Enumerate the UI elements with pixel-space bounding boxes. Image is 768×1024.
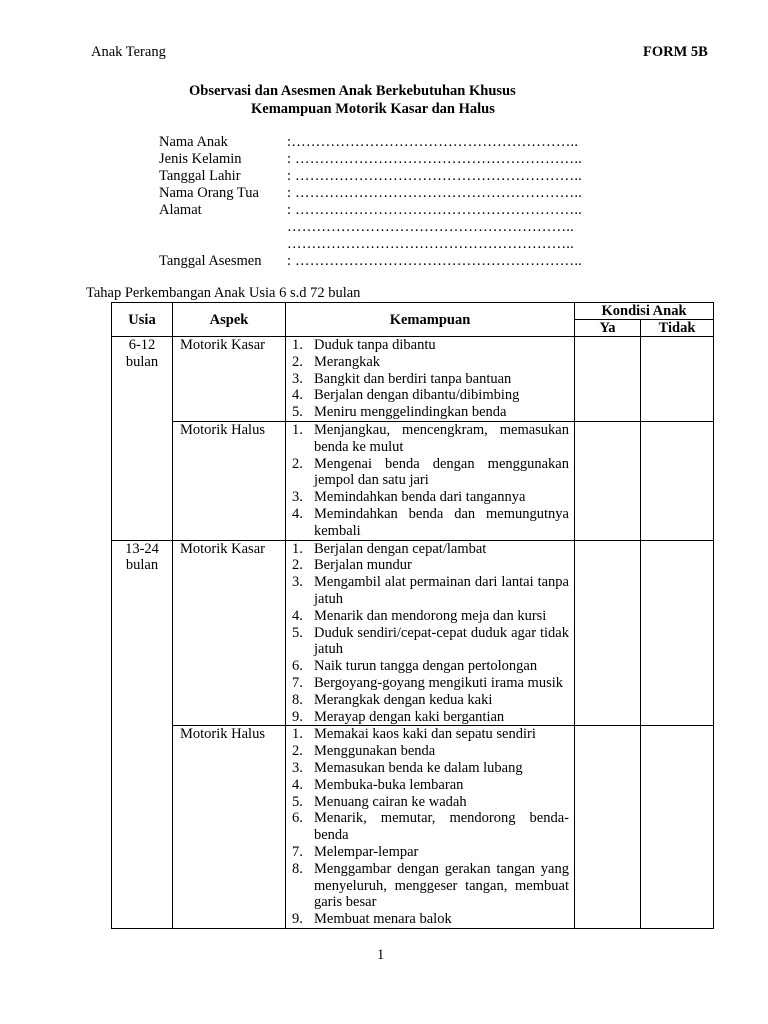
header-ya: Ya	[575, 320, 641, 337]
list-item	[286, 371, 569, 388]
list-item-text: Menggunakan benda	[314, 743, 436, 760]
list-item-text: Merangkak	[314, 353, 381, 370]
field-dotted-line: : …………………………………………………..	[287, 253, 583, 269]
list-item-text: Duduk tanpa dibantu	[314, 337, 436, 353]
header-kemampuan: Kemampuan	[286, 303, 575, 337]
aspek-cell: Motorik Halus	[173, 726, 286, 929]
list-item	[286, 506, 569, 540]
document-title: Observasi dan Asesmen Anak Berkebutuhan Khusus	[189, 83, 516, 99]
list-item-text: Menuang cairan ke wadah	[314, 793, 467, 810]
document-subtitle: Kemampuan Motorik Kasar dan Halus	[251, 101, 495, 117]
list-item-number: 4.	[292, 505, 303, 522]
page-number: 1	[377, 947, 385, 963]
list-item	[286, 726, 569, 743]
header-kondisi-anak: Kondisi Anak	[575, 303, 714, 320]
list-item	[286, 911, 569, 928]
list-item-number: 7.	[292, 674, 303, 691]
list-item-text: Memindahkan benda dan memungutnya kembali	[314, 505, 569, 539]
list-item-text: Memasukan benda ke dalam lubang	[314, 759, 523, 776]
list-item	[286, 456, 569, 490]
list-item-number: 1.	[292, 421, 303, 438]
list-item	[286, 760, 569, 777]
list-item	[286, 844, 569, 861]
header-usia: Usia	[112, 303, 173, 337]
list-item-text: Menarik dan mendorong meja dan kursi	[314, 607, 547, 624]
list-item-text: Menggambar dengan gerakan tangan yang menyeluruh, menggeser tangan, membuat garis besar	[314, 860, 569, 911]
list-item-text: Menjangkau, mencengkram, memasukan benda ke mulut	[314, 421, 569, 455]
list-item-number: 6.	[292, 810, 303, 827]
list-item	[286, 387, 569, 404]
list-item-text: Melempar-lempar	[314, 843, 419, 860]
list-item-text: Berjalan mundur	[314, 557, 412, 574]
aspek-cell: Motorik Kasar	[173, 540, 286, 726]
list-item	[286, 810, 569, 844]
list-item-number: 1.	[292, 337, 303, 353]
header-aspek: Aspek	[173, 303, 286, 337]
list-item-number: 1.	[292, 540, 303, 557]
field-label: Alamat	[159, 202, 202, 218]
list-item-number: 9.	[292, 911, 303, 928]
list-item	[286, 574, 569, 608]
list-item-number: 2.	[292, 557, 303, 574]
kemampuan-list	[286, 337, 569, 421]
list-item-number: 3.	[292, 489, 303, 506]
table-body	[112, 337, 714, 929]
list-item-number: 7.	[292, 843, 303, 860]
list-item	[286, 709, 569, 726]
usia-cell: 6-12 bulan	[112, 337, 173, 541]
assessment-table	[111, 302, 714, 929]
list-item-number: 9.	[292, 708, 303, 725]
list-item-text: Bangkit dan berdiri tanpa bantuan	[314, 370, 512, 387]
list-item	[286, 557, 569, 574]
list-item	[286, 541, 569, 558]
list-item-number: 3.	[292, 759, 303, 776]
kemampuan-cell	[286, 421, 575, 540]
list-item	[286, 422, 569, 456]
field-dotted-line: …………………………………………………..	[287, 219, 574, 235]
table-caption: Tahap Perkembangan Anak Usia 6 s.d 72 bulan	[86, 285, 361, 301]
field-label: Nama Anak	[159, 134, 228, 150]
table-row	[112, 540, 714, 726]
list-item-text: Merayap dengan kaki bergantian	[314, 708, 505, 725]
list-item-number: 6.	[292, 658, 303, 675]
list-item-text: Menarik, memutar, mendorong benda-benda	[314, 810, 569, 844]
aspek-cell: Motorik Kasar	[173, 337, 286, 422]
ya-checkbox-cell[interactable]	[575, 337, 641, 422]
kemampuan-cell	[286, 337, 575, 422]
list-item-text: Memakai kaos kaki dan sepatu sendiri	[314, 726, 536, 743]
list-item	[286, 608, 569, 625]
list-item-number: 4.	[292, 776, 303, 793]
list-item-number: 1.	[292, 726, 303, 743]
tidak-checkbox-cell[interactable]	[641, 337, 714, 422]
list-item-number: 2.	[292, 455, 303, 472]
list-item	[286, 489, 569, 506]
ya-checkbox-cell[interactable]	[575, 421, 641, 540]
list-item-number: 8.	[292, 860, 303, 877]
list-item	[286, 658, 569, 675]
list-item-number: 4.	[292, 387, 303, 404]
list-item-text: Naik turun tangga dengan pertolongan	[314, 658, 538, 675]
header-form-code: FORM 5B	[643, 44, 708, 60]
ya-checkbox-cell[interactable]	[575, 540, 641, 726]
usia-cell: 13-24 bulan	[112, 540, 173, 928]
list-item	[286, 692, 569, 709]
table-row	[112, 421, 714, 540]
tidak-checkbox-cell[interactable]	[641, 540, 714, 726]
list-item	[286, 625, 569, 659]
field-label: Nama Orang Tua	[159, 185, 259, 201]
kemampuan-list	[286, 422, 569, 540]
list-item-text: Merangkak dengan kedua kaki	[314, 691, 493, 708]
list-item	[286, 861, 569, 911]
tidak-checkbox-cell[interactable]	[641, 726, 714, 929]
list-item-text: Memindahkan benda dari tangannya	[314, 489, 526, 506]
aspek-cell: Motorik Halus	[173, 421, 286, 540]
list-item-text: Membuat menara balok	[314, 911, 452, 928]
kemampuan-list	[286, 726, 569, 928]
field-dotted-line: : …………………………………………………..	[287, 151, 583, 167]
list-item	[286, 777, 569, 794]
table-row	[112, 337, 714, 422]
field-dotted-line: : …………………………………………………..	[287, 202, 583, 218]
field-label: Jenis Kelamin	[159, 151, 242, 167]
list-item-number: 5.	[292, 624, 303, 641]
list-item-number: 3.	[292, 370, 303, 387]
kemampuan-cell	[286, 540, 575, 726]
list-item-text: Duduk sendiri/cepat-cepat duduk agar tidak jatuh	[314, 624, 569, 658]
list-item-number: 5.	[292, 793, 303, 810]
field-dotted-line: …………………………………………………..	[287, 236, 574, 252]
field-label: Tanggal Lahir	[159, 168, 241, 184]
field-dotted-line: :…………………………………………………..	[287, 134, 579, 150]
header-tidak: Tidak	[641, 320, 714, 337]
list-item	[286, 404, 569, 421]
list-item-number: 3.	[292, 574, 303, 591]
list-item-number: 2.	[292, 743, 303, 760]
field-label: Tanggal Asesmen	[159, 253, 262, 269]
list-item-number: 8.	[292, 691, 303, 708]
tidak-checkbox-cell[interactable]	[641, 421, 714, 540]
list-item-text: Bergoyang-goyang mengikuti irama musik	[314, 674, 564, 691]
field-dotted-line: : …………………………………………………..	[287, 185, 583, 201]
list-item-text: Berjalan dengan cepat/lambat	[314, 540, 487, 557]
header-school-name: Anak Terang	[91, 44, 166, 60]
list-item-number: 4.	[292, 607, 303, 624]
list-item	[286, 675, 569, 692]
field-dotted-line: : …………………………………………………..	[287, 168, 583, 184]
list-item	[286, 743, 569, 760]
list-item-text: Membuka-buka lembaran	[314, 776, 464, 793]
list-item-text: Mengambil alat permainan dari lantai tanpa jatuh	[314, 574, 569, 607]
list-item-number: 5.	[292, 404, 303, 421]
list-item	[286, 794, 569, 811]
kemampuan-list	[286, 541, 569, 726]
list-item	[286, 354, 569, 371]
ya-checkbox-cell[interactable]	[575, 726, 641, 929]
table-row	[112, 726, 714, 929]
list-item-number: 2.	[292, 353, 303, 370]
list-item-text: Meniru menggelindingkan benda	[314, 404, 507, 421]
list-item-text: Berjalan dengan dibantu/dibimbing	[314, 387, 520, 404]
list-item-text: Mengenai benda dengan menggunakan jempol dan satu jari	[314, 455, 569, 489]
kemampuan-cell	[286, 726, 575, 929]
list-item	[286, 337, 569, 354]
